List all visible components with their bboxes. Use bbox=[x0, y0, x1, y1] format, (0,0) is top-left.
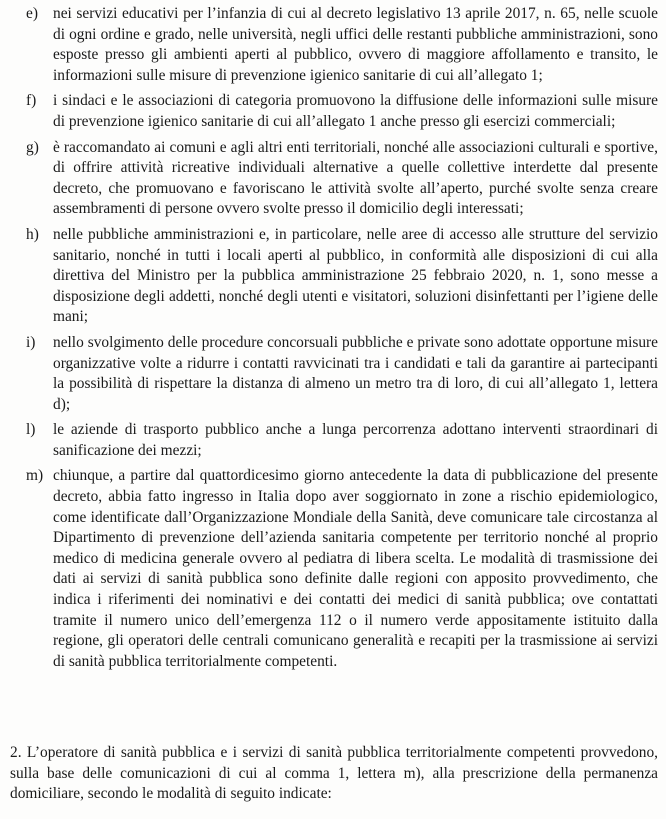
item-letter: i) bbox=[26, 333, 36, 351]
lettered-list bbox=[10, 4, 658, 677]
item-letter: m) bbox=[26, 467, 44, 485]
list-item-i bbox=[10, 333, 658, 415]
item-text: le aziende di trasporto pubblico anche a lunga percorrenza adottano interventi straordinari di sanificazione dei mezzi; bbox=[53, 421, 658, 459]
item-text: nelle pubbliche amministrazioni e, in particolare, nelle aree di accesso alle strutture del servizio sanitario, nonché in tutti i locali aperti al pubblico, in conformità alle disposizioni di cui alla direttiva del Ministro per la pubblica amministrazione 25 febbraio 2020, n. 1, sono messe a disposizione degli addetti, nonché degli utenti e visitatori, soluzioni disinfettanti per l’igiene delle mani; bbox=[53, 225, 658, 326]
paragraph-2: 2. L’operatore di sanità pubblica e i servizi di sanità pubblica territorialmente competenti provvedono, sulla base delle comunicazioni di cui al comma 1, lettera m), alla prescrizione della permanenza domiciliare, secondo le modalità di seguito indicate: bbox=[10, 744, 658, 803]
list-item-e bbox=[10, 4, 658, 86]
item-text: nello svolgimento delle procedure concorsuali pubbliche e private sono adottate opportune misure organizzative volte a ridurre i contatti ravvicinati tra i candidati e tali da garantire ai partecipanti la possibilità di rispettare la distanza di almeno un metro tra di loro, di cui all’allegato 1, lettera d); bbox=[53, 333, 658, 413]
item-letter: e) bbox=[26, 5, 38, 22]
list-item-m bbox=[10, 466, 658, 672]
list-item-g bbox=[10, 138, 658, 220]
item-text: è raccomandato ai comuni e agli altri enti territoriali, nonché alle associazioni culturali e sportive, di offrire attività ricreative individuali alternative a quelle collettive interdette dal presente decreto, che promuovano e favoriscano le attività svolte all’aperto, purché svolte senza creare assembramenti di persone ovvero svolte presso il domicilio degli interessati; bbox=[53, 138, 658, 218]
list-item-h bbox=[10, 225, 658, 328]
list-item-f bbox=[10, 91, 658, 132]
list-item-l bbox=[10, 420, 658, 461]
item-letter: f) bbox=[26, 92, 37, 110]
item-letter: l) bbox=[26, 421, 36, 439]
item-text: nei servizi educativi per l’infanzia di cui al decreto legislativo 13 aprile 2017, n. 65, nelle scuole di ogni ordine e grado, nelle università, negli uffici delle restanti pubbliche amministrazioni, sono esposte presso gli ambienti aperti al pubblico, ovvero di maggiore affollamento e transito, le informazioni sulle misure di prevenzione igienico sanitarie di cui all’allegato 1; bbox=[53, 5, 658, 84]
item-letter: h) bbox=[26, 225, 39, 243]
item-text: i sindaci e le associazioni di categoria promuovono la diffusione delle informazioni sulle misure di prevenzione igienico sanitarie di cui all’allegato 1 anche presso gli esercizi commerciali; bbox=[53, 92, 658, 130]
item-text: chiunque, a partire dal quattordicesimo giorno antecedente la data di pubblicazione del presente decreto, abbia fatto ingresso in Italia dopo aver soggiornato in zone a rischio epidemiologico, come identificate dall’Organizzazione Mondiale della Sanità, deve comunicare tale circostanza al Dipartimento di prevenzione dell’azienda sanitaria competente per territorio nonché al proprio medico di medicina generale ovvero al pediatra di libera scelta. Le modalità di trasmissione dei dati ai servizi di sanità pubblica sono definite dalle regioni con apposito provvedimento, che indica i riferimenti dei nominativi e dei contatti dei medici di sanità pubblica; ove contattati tramite il numero unico dell’emergenza 112 o il numero verde appositamente istituito dalla regione, gli operatori delle centrali comunicano generalità e recapiti per la trasmissione ai servizi di sanità pubblica territorialmente competenti. bbox=[53, 467, 658, 670]
item-letter: g) bbox=[26, 138, 39, 156]
